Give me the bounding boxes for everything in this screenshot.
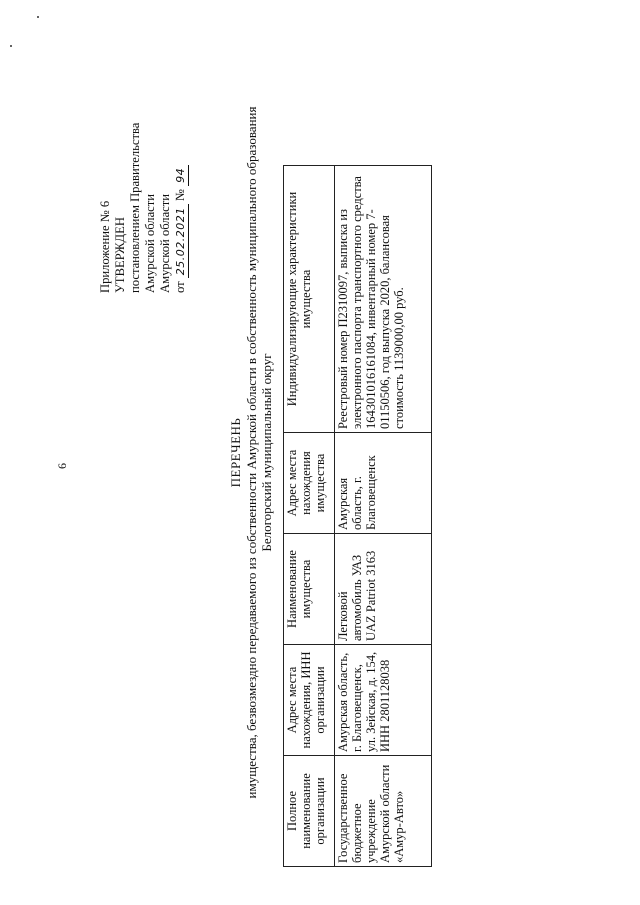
region-label: Амурской области — [143, 193, 157, 293]
approval-block — [98, 0, 189, 293]
region-label: Амурской области — [158, 193, 172, 293]
table-cell: Амурская область, г. Благовещенск, ул. Зейская, д. 154, ИНН 2801128038 — [335, 645, 432, 756]
document-subtitle: имущества, безвозмездно передаваемого из собственности Амурской области в собственность муниципального образования — [243, 106, 259, 799]
table-cell: Легковой автомобиль УАЗ UAZ Patriot 3163 — [335, 534, 432, 645]
appendix-label: Приложение № 6 — [98, 200, 112, 293]
column-header: Полное наименование организации — [284, 756, 335, 867]
handwritten-date: 25.02.2021 — [173, 204, 189, 278]
document-heading — [228, 60, 275, 845]
handwritten-number: 94 — [173, 165, 189, 186]
table-header-row — [284, 166, 335, 867]
date-line — [173, 0, 189, 293]
table-cell: Амурская область, г. Благовещенск — [335, 433, 432, 534]
municipality-name: Белогорский муниципальный округ — [259, 353, 274, 552]
table-row — [335, 166, 432, 867]
property-table — [283, 165, 432, 867]
column-header: Наименование имущества — [284, 534, 335, 645]
page-number: 6 — [55, 463, 69, 469]
column-header: Адрес места нахождения, ИНН организации — [284, 645, 335, 756]
table-cell: Государственное бюджетное учреждение Амурской области «Амур-Авто» — [335, 756, 432, 867]
document-title: ПЕРЕЧЕНЬ — [228, 417, 243, 488]
table-cell: Реестровый номер П2310097, выписка из электронного паспорта транспортного средства 164301016161084, инвентарный номер 7-01150506, год выпуска 2020, балансовая стоимость 1139000,00 руб. — [335, 166, 432, 433]
column-header: Адрес места нахождения имущества — [284, 433, 335, 534]
date-prefix: от — [173, 281, 187, 293]
number-prefix: № — [173, 189, 187, 202]
approved-by-label: постановлением Правительства — [128, 122, 142, 293]
approved-label: УТВЕРЖДЕН — [113, 217, 127, 293]
column-header: Индивидуализирующие характеристики имущества — [284, 166, 335, 433]
